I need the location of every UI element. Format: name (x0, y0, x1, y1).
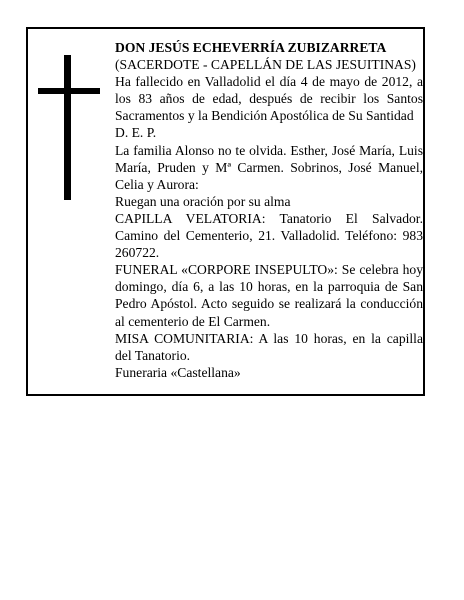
death-announcement: Ha fallecido en Valladolid el día 4 de mayo de 2012, a los 83 años de edad, después de recibir los Santos Sacramentos y la Bendición Apostólica de Su Santidad (115, 74, 423, 124)
funeral-info: FUNERAL «CORPORE INSEPULTO»: Se celebra hoy domingo, día 6, a las 10 horas, en la parroquia de San Pedro Apóstol. Acto seguido se realizará la conducción al cementerio de El Carmen. (115, 262, 423, 329)
prayer-request: Ruegan una oración por su alma (115, 193, 291, 209)
obituary-text (115, 39, 423, 381)
obituary-notice (26, 27, 425, 396)
cross-icon (38, 55, 100, 200)
chapel-info: CAPILLA VELATORIA: Tanatorio El Salvador. Camino del Cementerio, 21. Valladolid. Teléfono: 983 260722. (115, 210, 423, 261)
cross-vertical-bar (64, 55, 71, 200)
mass-info: MISA COMUNITARIA: A las 10 horas, en la capilla del Tanatorio. (115, 330, 423, 363)
rest-in-peace: D. E. P. (115, 125, 157, 141)
cross-horizontal-bar (38, 88, 100, 94)
deceased-name: DON JESÚS ECHEVERRÍA ZUBIZARRETA (115, 40, 387, 55)
funeral-home: Funeraria «Castellana» (115, 364, 241, 380)
deceased-role: (SACERDOTE - CAPELLÁN DE LAS JESUITINAS) (115, 57, 416, 73)
family-paragraph: La familia Alonso no te olvida. Esther, José María, Luis María, Pruden y Mª Carmen. Sobrinos, José Manuel, Celia y Aurora: (115, 142, 423, 192)
